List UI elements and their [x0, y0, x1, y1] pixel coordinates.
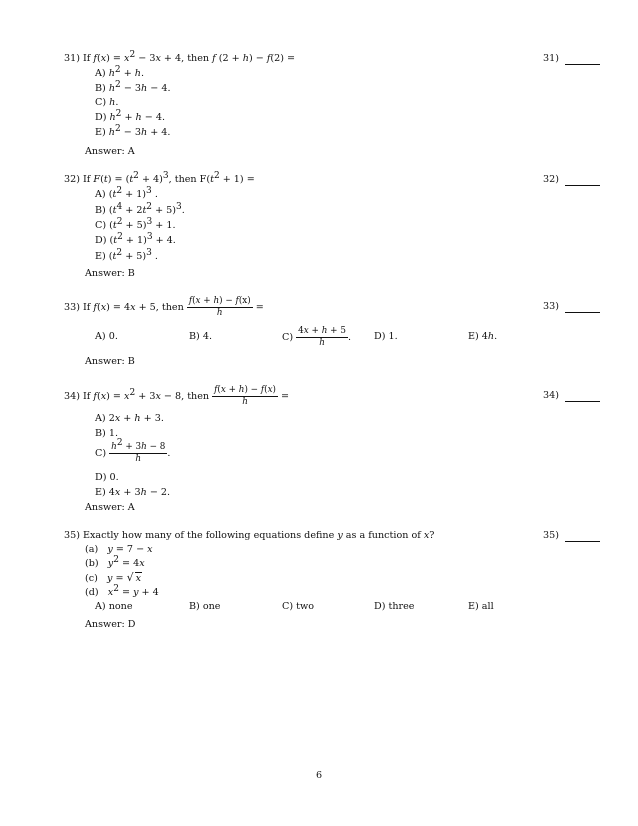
q32-answer: Answer: B	[85, 268, 135, 279]
answer-blank-33[interactable]	[565, 312, 600, 313]
answer-blank-34[interactable]	[565, 401, 600, 402]
q31-choice-e: E) $h^2 - 3h + 4$.	[95, 124, 171, 138]
q34-choice-a: A) 2x + h + 3.	[95, 413, 164, 424]
q34-choice-b: B) 1.	[95, 428, 118, 439]
q35-choice-e: E) all	[468, 601, 494, 612]
q33-choice-e: E) 4h.	[468, 331, 498, 342]
q33-answer: Answer: B	[85, 356, 135, 367]
question-33-stem: 33) If f(x) = 4x + 5, then $\frac{f(x + h) - f(x)}{h}$ =	[64, 296, 264, 318]
question-31-label: 31)	[543, 53, 559, 64]
answer-blank-31[interactable]	[565, 64, 600, 65]
q32-choice-d: D) $(t^2 + 1)^3 + 4$.	[95, 232, 176, 246]
q35-item-b: (b) $y^2 = 4x$	[85, 555, 145, 569]
question-35-stem: 35) Exactly how many of the following equations define y as a function of x?	[64, 530, 435, 541]
question-32-label: 32)	[543, 174, 559, 185]
q34-answer: Answer: A	[85, 502, 135, 513]
q32-choice-a: A) $(t^2 + 1)^3$ .	[95, 186, 158, 200]
question-34-stem: 34) If $f(x) = x^2 + 3x - 8$, then $\frac{f(x + h) - f(x)}{h}$ =	[64, 385, 290, 407]
q31-choice-b: B) $h^2 - 3h - 4$.	[95, 80, 171, 94]
q33-choice-b: B) 4.	[189, 331, 212, 342]
page-number: 6	[315, 770, 323, 781]
q34-choice-e: E) 4x + 3h − 2.	[95, 487, 171, 498]
q31-answer: Answer: A	[85, 146, 135, 157]
question-32-stem: 32) If $F(t) = (t^2 + 4)^3$, then $F(t^2 + 1)$ =	[64, 171, 255, 185]
q35-choice-b: B) one	[189, 601, 221, 612]
q33-choice-c: C) $\frac{4x + h + 5}{h}$ .	[282, 326, 351, 348]
q32-choice-c: C) $(t^2 + 5)^3 + 1$.	[95, 217, 176, 231]
q35-choice-d: D) three	[374, 601, 415, 612]
q33-choice-d: D) 1.	[374, 331, 398, 342]
q35-choice-c: C) two	[282, 601, 314, 612]
question-35-label: 35)	[543, 530, 559, 541]
q33-fraction: $\frac{f(x + h) - f(x)}{h}$	[188, 296, 251, 318]
q35-item-c: (c) y = √ x	[85, 571, 142, 584]
q35-item-d: (d) $x^2 = y + 4$	[85, 584, 159, 598]
q35-item-a: (a) y = 7 − x	[85, 544, 153, 555]
q34-choice-d: D) 0.	[95, 472, 119, 483]
q33-choice-a: A) 0.	[95, 331, 118, 342]
answer-blank-32[interactable]	[565, 185, 600, 186]
q31-choice-c: C) h.	[95, 97, 119, 108]
q35-choice-a: A) none	[95, 601, 133, 612]
q32-choice-e: E) $(t^2 + 5)^3$ .	[95, 248, 158, 262]
q35-answer: Answer: D	[85, 619, 136, 630]
q32-choice-b: B) $(t^4 + 2t^2 + 5)^3$.	[95, 202, 185, 216]
question-34-label: 34)	[543, 390, 559, 401]
q31-choice-d: D) $h^2 + h - 4$.	[95, 109, 166, 123]
question-33-label: 33)	[543, 301, 559, 312]
q34-fraction: $\frac{f(x + h) - f(x)}{h}$	[214, 385, 276, 407]
q31-choice-a: A) $h^2 + h$.	[95, 65, 145, 79]
question-31-stem: 31) If $f(x) = x^2 - 3x + 4$, then f (2 + h) − f(2) =	[64, 50, 296, 64]
q34-choice-c: C) $\frac{h^2 + 3h - 8}{h}$ .	[95, 438, 171, 464]
answer-blank-35[interactable]	[565, 541, 600, 542]
